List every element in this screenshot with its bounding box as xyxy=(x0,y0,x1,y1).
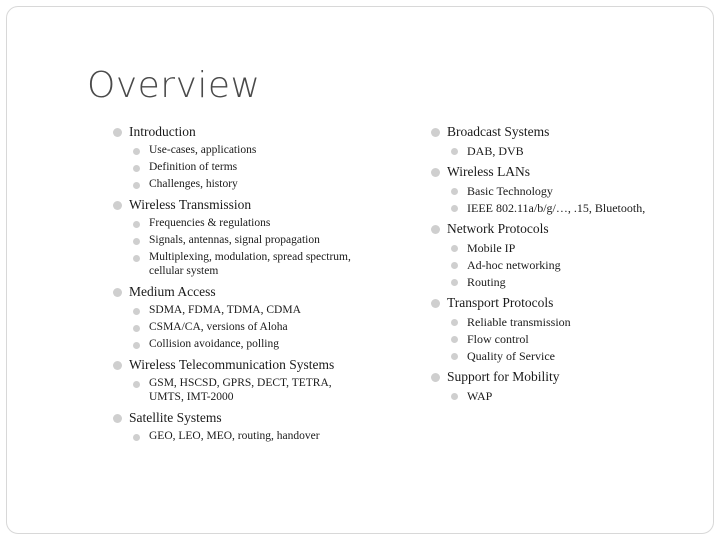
subtopic-item xyxy=(133,250,363,278)
subtopic-item xyxy=(133,216,363,230)
bullet-icon xyxy=(431,168,440,177)
topic-label: Wireless LANs xyxy=(447,164,531,179)
left-topic-list xyxy=(113,123,363,443)
topic-row xyxy=(113,409,363,427)
subtopic-label: Quality of Service xyxy=(467,349,555,363)
topic-label: Introduction xyxy=(129,124,196,139)
subtopic-label: Collision avoidance, polling xyxy=(149,338,279,350)
bullet-icon xyxy=(451,393,458,400)
bullet-icon xyxy=(133,342,140,349)
bullet-icon xyxy=(133,238,140,245)
bullet-icon xyxy=(431,299,440,308)
subtopic-list xyxy=(451,314,711,364)
subtopic-item xyxy=(451,200,711,216)
subtopic-list xyxy=(451,183,711,216)
subtopic-list xyxy=(133,216,363,278)
topic-label: Network Protocols xyxy=(447,221,549,236)
subtopic-list xyxy=(133,429,363,443)
right-topic-list xyxy=(431,123,711,404)
topic-label: Wireless Transmission xyxy=(129,197,252,212)
subtopic-item xyxy=(133,160,363,174)
subtopic-item xyxy=(451,240,711,256)
bullet-icon xyxy=(133,308,140,315)
topic-item xyxy=(431,368,711,404)
bullet-icon xyxy=(431,373,440,382)
subtopic-label: WAP xyxy=(467,389,493,403)
bullet-icon xyxy=(451,245,458,252)
subtopic-label: Challenges, history xyxy=(149,178,238,190)
bullet-icon xyxy=(431,128,440,137)
topic-row xyxy=(113,123,363,141)
subtopic-item xyxy=(133,303,363,317)
subtopic-label: Ad-hoc networking xyxy=(467,258,561,272)
topic-item xyxy=(431,220,711,290)
bullet-icon xyxy=(431,225,440,234)
topic-item xyxy=(431,294,711,364)
subtopic-label: Reliable transmission xyxy=(467,315,571,329)
slide xyxy=(6,6,714,534)
topic-row xyxy=(113,356,363,374)
subtopic-list xyxy=(133,376,363,404)
subtopic-list xyxy=(133,143,363,191)
subtopic-label: Mobile IP xyxy=(467,241,516,255)
bullet-icon xyxy=(133,148,140,155)
subtopic-item xyxy=(451,143,711,159)
bullet-icon xyxy=(451,188,458,195)
topic-row xyxy=(113,196,363,214)
subtopic-label: SDMA, FDMA, TDMA, CDMA xyxy=(149,304,301,316)
topic-label: Support for Mobility xyxy=(447,369,560,384)
subtopic-label: GEO, LEO, MEO, routing, handover xyxy=(149,430,320,442)
subtopic-item xyxy=(133,337,363,351)
subtopic-item xyxy=(133,143,363,157)
bullet-icon xyxy=(113,361,122,370)
topic-item xyxy=(431,163,711,216)
bullet-icon xyxy=(133,221,140,228)
topic-item xyxy=(113,196,363,278)
bullet-icon xyxy=(133,182,140,189)
subtopic-label: Basic Technology xyxy=(467,184,553,198)
left-column xyxy=(113,123,363,448)
subtopic-list xyxy=(451,143,711,159)
subtopic-list xyxy=(451,240,711,290)
bullet-icon xyxy=(133,325,140,332)
bullet-icon xyxy=(133,165,140,172)
bullet-icon xyxy=(451,279,458,286)
topic-label: Wireless Telecommunication Systems xyxy=(129,357,335,372)
subtopic-item xyxy=(133,233,363,247)
subtopic-list xyxy=(133,303,363,351)
topic-item xyxy=(113,356,363,404)
slide-title: Overview xyxy=(87,65,261,106)
bullet-icon xyxy=(133,255,140,262)
topic-row xyxy=(431,368,711,386)
subtopic-label: Flow control xyxy=(467,332,529,346)
subtopic-item xyxy=(133,177,363,191)
subtopic-item xyxy=(451,314,711,330)
bullet-icon xyxy=(113,414,122,423)
right-column xyxy=(431,123,711,408)
subtopic-label: Definition of terms xyxy=(149,161,238,173)
bullet-icon xyxy=(113,201,122,210)
bullet-icon xyxy=(451,319,458,326)
topic-row xyxy=(431,220,711,238)
topic-label: Transport Protocols xyxy=(447,295,554,310)
topic-item xyxy=(113,283,363,351)
topic-row xyxy=(113,283,363,301)
subtopic-label: Multiplexing, modulation, spread spectrum, cellular system xyxy=(149,251,351,277)
bullet-icon xyxy=(133,434,140,441)
topic-item xyxy=(113,123,363,191)
bullet-icon xyxy=(113,128,122,137)
subtopic-label: DAB, DVB xyxy=(467,144,524,158)
subtopic-label: GSM, HSCSD, GPRS, DECT, TETRA, UMTS, IMT-2000 xyxy=(149,377,332,403)
subtopic-item xyxy=(133,429,363,443)
bullet-icon xyxy=(113,288,122,297)
subtopic-label: Routing xyxy=(467,275,506,289)
subtopic-item xyxy=(133,376,363,404)
topic-label: Medium Access xyxy=(129,284,216,299)
subtopic-label: Use-cases, applications xyxy=(149,144,257,156)
subtopic-list xyxy=(451,388,711,404)
subtopic-item xyxy=(451,348,711,364)
subtopic-item xyxy=(451,257,711,273)
subtopic-label: Frequencies & regulations xyxy=(149,217,271,229)
topic-label: Satellite Systems xyxy=(129,410,222,425)
bullet-icon xyxy=(451,336,458,343)
subtopic-label: CSMA/CA, versions of Aloha xyxy=(149,321,288,333)
bullet-icon xyxy=(451,148,458,155)
subtopic-label: IEEE 802.11a/b/g/…, .15, Bluetooth, xyxy=(467,201,646,215)
bullet-icon xyxy=(133,381,140,388)
bullet-icon xyxy=(451,205,458,212)
subtopic-item xyxy=(133,320,363,334)
subtopic-item xyxy=(451,331,711,347)
subtopic-item xyxy=(451,274,711,290)
subtopic-item xyxy=(451,388,711,404)
topic-row xyxy=(431,123,711,141)
subtopic-label: Signals, antennas, signal propagation xyxy=(149,234,320,246)
subtopic-item xyxy=(451,183,711,199)
topic-item xyxy=(113,409,363,443)
topic-row xyxy=(431,294,711,312)
bullet-icon xyxy=(451,262,458,269)
topic-label: Broadcast Systems xyxy=(447,124,550,139)
bullet-icon xyxy=(451,353,458,360)
topic-row xyxy=(431,163,711,181)
topic-item xyxy=(431,123,711,159)
